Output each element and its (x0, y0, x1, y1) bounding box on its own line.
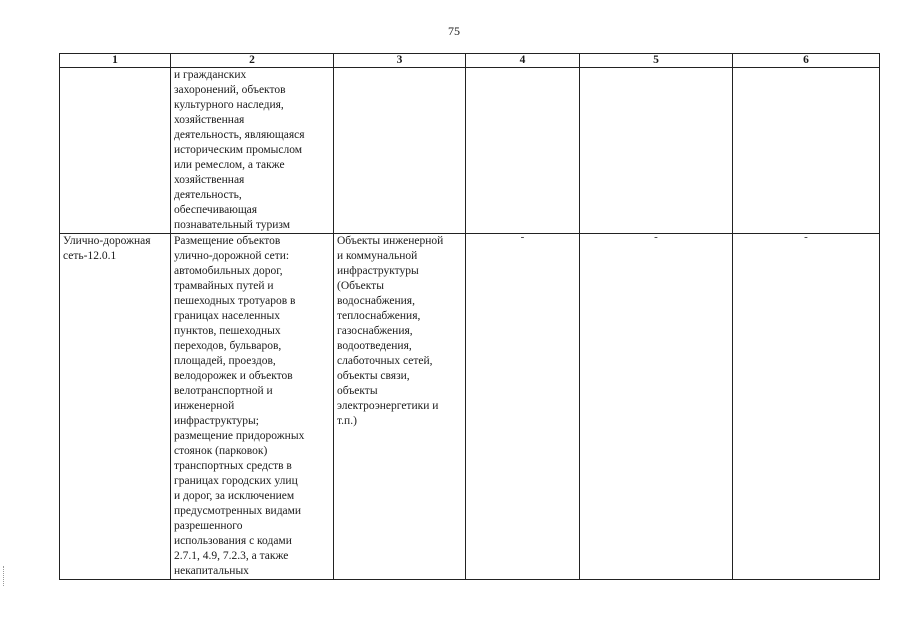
row1-use-type (60, 68, 171, 234)
row2-use-type: Улично-дорожная сеть-12.0.1 (60, 234, 171, 580)
row1-col4 (466, 68, 580, 234)
column-header-6: 6 (733, 54, 880, 68)
dash-4: - (520, 231, 525, 243)
row2-col6 (733, 231, 880, 580)
header-row (60, 54, 880, 68)
column-header-3: 3 (334, 54, 466, 68)
row1-col6 (733, 68, 880, 234)
scan-artifact (3, 566, 8, 586)
row2-auxiliary-uses: Объекты инженерной и коммунальной инфраструктуры (Объекты водоснабжения, теплоснабжения, газоснабжения, водоотведения, слаботочных сетей, объекты связи, объекты электроэнергетики и т.п.) (334, 234, 466, 580)
row1-auxiliary-uses (334, 68, 466, 234)
row2-col4 (466, 231, 580, 580)
row2-description: Размещение объектов улично-дорожной сети: автомобильных дорог, трамвайных путей и пешеходных тротуаров в границах населенных пунктов, пешеходных переходов, бульваров, площадей, проездов, велодорожек и объектов велотранспортной и инженерной инфраструктуры; размещение придорожных стоянок (парковок) транспортных средств в границах городских улиц и дорог, за исключением предусмотренных видами разрешенного использования с кодами 2.7.1, 4.9, 7.2.3, а также некапитальных (171, 234, 334, 580)
row1-col5 (580, 68, 733, 234)
page-number: 75 (448, 24, 460, 38)
dash-6: - (804, 231, 808, 243)
column-header-1: 1 (60, 54, 171, 68)
row1-description: и гражданских захоронений, объектов культурного наследия, хозяйственная деятельность, являющаяся историческим промыслом или ремеслом, а также хозяйственная деятельность, обеспечивающая познавательный туризм (171, 68, 334, 234)
regulations-table (59, 53, 880, 580)
column-header-2: 2 (171, 54, 334, 68)
table-row-street-network (60, 234, 880, 580)
column-header-5: 5 (580, 54, 733, 68)
row2-col5 (580, 231, 733, 580)
table-row-continued (60, 68, 880, 234)
column-header-4: 4 (466, 54, 580, 68)
dash-5: - (654, 231, 658, 243)
